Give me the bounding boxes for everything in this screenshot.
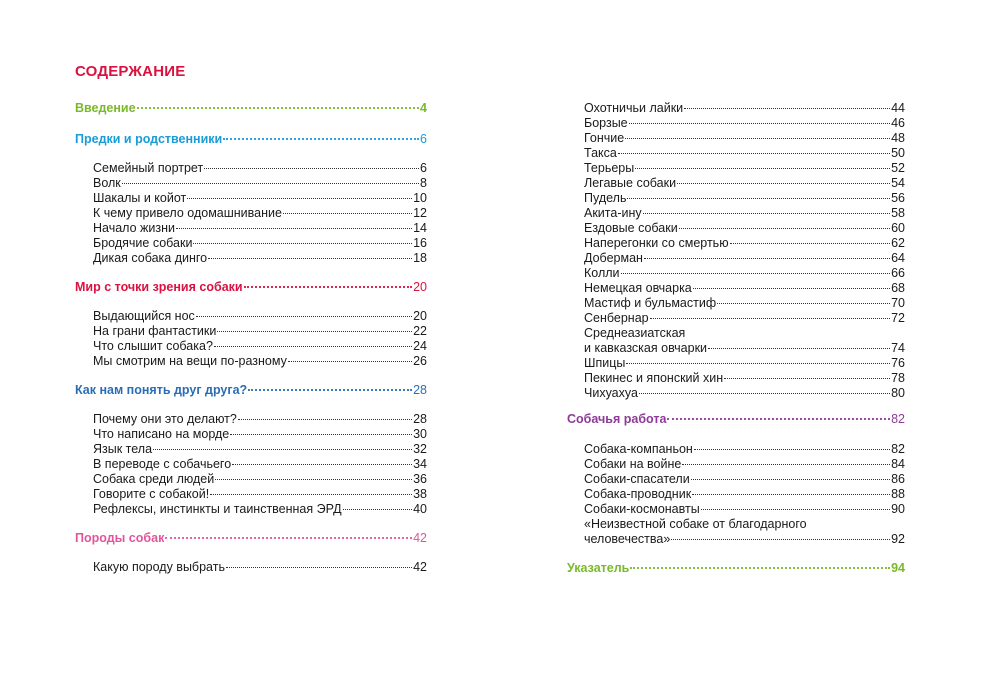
toc-entry[interactable] [584,131,905,146]
toc-section-ancestors[interactable] [75,132,427,147]
leader-dots [288,360,412,362]
section-label: Мир с точки зрения собаки [75,280,243,294]
toc-entry[interactable] [93,236,427,251]
toc-entry[interactable] [584,176,905,191]
section-label: Введение [75,101,136,115]
toc-entry[interactable] [93,309,427,324]
toc-entry-first-line[interactable]: «Неизвестной собаке от благодарного [584,517,807,531]
toc-section-intro[interactable] [75,101,427,116]
section-label: Собачья работа [567,412,667,426]
toc-entry[interactable] [584,281,905,296]
page-number: 36 [413,472,427,486]
entry-label: Пекинес и японский хин [584,371,724,385]
leader-dots [153,448,412,450]
page-number: 92 [891,532,905,546]
toc-section-understand[interactable] [75,383,427,398]
entry-label: Шпицы [584,356,626,370]
leader-dots [677,182,890,184]
toc-entry[interactable] [93,251,427,266]
toc-entry[interactable] [93,191,427,206]
page-title: СОДЕРЖАНИЕ [75,63,186,80]
leader-dots [643,212,890,214]
leader-dots [621,272,891,274]
entry-label: Мастиф и бульмастиф [584,296,717,310]
entry-label: Сенбернар [584,311,649,325]
leader-dots [122,182,419,184]
page-number: 94 [891,561,905,575]
entry-label: Что написано на морде [93,427,230,441]
leader-dots [187,197,412,199]
section-label: Породы собак [75,531,165,545]
page-number: 80 [891,386,905,400]
page-number: 68 [891,281,905,295]
entry-label: Какую породу выбрать [93,560,225,574]
toc-section-work[interactable] [567,412,905,427]
page-number: 66 [891,266,905,280]
page-number: 32 [413,442,427,456]
leader-dots [248,388,412,391]
page-number: 52 [891,161,905,175]
toc-entry[interactable] [93,442,427,457]
entry-label: Охотничьи лайки [584,101,684,115]
leader-dots [626,362,890,364]
page-number: 44 [891,101,905,115]
entry-label: Чихуахуа [584,386,638,400]
page-number: 4 [420,101,427,115]
leader-dots [223,137,419,140]
page-number: 20 [413,309,427,323]
leader-dots [208,257,412,259]
page-number: 60 [891,221,905,235]
leader-dots [682,463,890,465]
toc-entry[interactable] [584,311,905,326]
leader-dots [644,257,890,259]
toc-entry[interactable] [584,532,905,547]
leader-dots [730,242,891,244]
section-label: Предки и родственники [75,132,223,146]
page-number: 62 [891,236,905,250]
leader-dots [692,493,890,495]
leader-dots [204,167,419,169]
entry-label: Рефлексы, инстинкты и таинственная ЭРД [93,502,342,516]
page-number: 58 [891,206,905,220]
toc-section-breeds[interactable] [75,531,427,546]
toc-entry[interactable] [93,560,427,575]
leader-dots [724,377,890,379]
entry-label: Собаки-космонавты [584,502,700,516]
toc-entry-first-line[interactable]: Среднеазиатская [584,326,686,340]
entry-label: Собака среди людей [93,472,215,486]
toc-entry[interactable] [584,502,905,517]
leader-dots [693,287,890,289]
page-number: 84 [891,457,905,471]
leader-dots [214,345,412,347]
toc-entry[interactable] [584,116,905,131]
page-number: 38 [413,487,427,501]
toc-entry[interactable] [584,296,905,311]
leader-dots [708,347,890,349]
leader-dots [684,107,890,109]
toc-entry[interactable] [93,206,427,221]
page-number: 78 [891,371,905,385]
page-number: 30 [413,427,427,441]
leader-dots [667,417,890,420]
entry-label: Акита-ину [584,206,642,220]
entry-label: Собаки на войне [584,457,682,471]
toc-entry[interactable] [93,354,427,369]
toc-entry[interactable] [584,101,905,116]
toc-entry[interactable] [584,457,905,472]
entry-label: Немецкая овчарка [584,281,692,295]
toc-entry[interactable] [584,341,905,356]
entry-label: Наперегонки со смертью [584,236,729,250]
page-number: 90 [891,502,905,516]
entry-label: Терьеры [584,161,635,175]
page-number: 46 [891,116,905,130]
section-label: Как нам понять друг друга? [75,383,248,397]
leader-dots [627,197,890,199]
toc-entry[interactable] [93,472,427,487]
toc-section-dog-view[interactable] [75,280,427,295]
page-number: 64 [891,251,905,265]
page-number: 40 [413,502,427,516]
entry-label: Доберман [584,251,643,265]
leader-dots [232,463,412,465]
entry-label: На грани фантастики [93,324,217,338]
page-number: 18 [413,251,427,265]
leader-dots [701,508,890,510]
toc-entry[interactable] [584,356,905,371]
entry-label: Семейный портрет [93,161,204,175]
entry-label: Пудель [584,191,627,205]
leader-dots [691,478,890,480]
entry-label: Собаки-спасатели [584,472,690,486]
entry-label: Собака-проводник [584,487,692,501]
page-number: 16 [413,236,427,250]
toc-entry[interactable] [93,412,427,427]
toc-entry[interactable] [584,146,905,161]
leader-dots [343,508,413,510]
page-number: 28 [413,412,427,426]
page-number: 42 [413,560,427,574]
section-label: Указатель [567,561,630,575]
leader-dots [226,566,412,568]
page-number: 42 [413,531,427,545]
entry-label: человечества» [584,532,671,546]
entry-label: Мы смотрим на вещи по-разному [93,354,287,368]
page-number: 28 [413,383,427,397]
toc-entry[interactable] [93,161,427,176]
leader-dots [679,227,890,229]
entry-label: Такса [584,146,617,160]
leader-dots [625,137,890,139]
toc-entry[interactable] [584,386,905,401]
page-number: 82 [891,412,905,426]
toc-entry[interactable] [93,457,427,472]
leader-dots [217,330,412,332]
toc-entry[interactable] [93,427,427,442]
entry-label: Говорите с собакой! [93,487,210,501]
leader-dots [176,227,412,229]
page-number: 12 [413,206,427,220]
page-number: 70 [891,296,905,310]
entry-label: Волк [93,176,121,190]
entry-label: Борзые [584,116,628,130]
toc-entry[interactable] [93,221,427,236]
entry-label: Колли [584,266,620,280]
page-number: 88 [891,487,905,501]
page-number: 14 [413,221,427,235]
page-number: 8 [420,176,427,190]
entry-label: Дикая собака динго [93,251,208,265]
entry-label: Что слышит собака? [93,339,213,353]
toc-entry[interactable] [584,206,905,221]
toc-entry[interactable] [93,339,427,354]
toc-entry[interactable] [584,236,905,251]
page-number: 20 [413,280,427,294]
entry-label: Язык тела [93,442,153,456]
page-number: 72 [891,311,905,325]
toc-entry[interactable] [584,487,905,502]
entry-label: Начало жизни [93,221,175,235]
page-number: 48 [891,131,905,145]
entry-label: Выдающийся нос [93,309,195,323]
toc-entry[interactable] [584,472,905,487]
page-number: 82 [891,442,905,456]
entry-label: Собака-компаньон [584,442,693,456]
toc-entry[interactable] [584,442,905,457]
toc-entry[interactable] [584,191,905,206]
leader-dots [630,566,890,569]
leader-dots [283,212,412,214]
entry-label: и кавказская овчарки [584,341,708,355]
leader-dots [694,448,890,450]
page-number: 22 [413,324,427,338]
leader-dots [230,433,412,435]
entry-label: Ездовые собаки [584,221,678,235]
leader-dots [165,536,412,539]
page-number: 6 [420,161,427,175]
page-number: 86 [891,472,905,486]
page-number: 26 [413,354,427,368]
entry-label: Бродячие собаки [93,236,193,250]
page-number: 6 [420,132,427,146]
toc-entry[interactable] [93,176,427,191]
toc-entry[interactable] [584,251,905,266]
entry-label: Легавые собаки [584,176,677,190]
toc-entry[interactable] [584,266,905,281]
leader-dots [629,122,890,124]
entry-label: Шакалы и койот [93,191,187,205]
leader-dots [639,392,890,394]
entry-label: В переводе с собачьего [93,457,232,471]
toc-entry[interactable] [93,487,427,502]
leader-dots [717,302,890,304]
leader-dots [635,167,890,169]
leader-dots [650,317,890,319]
toc-entry[interactable] [93,502,427,517]
leader-dots [671,538,890,540]
leader-dots [210,493,412,495]
toc-entry[interactable] [93,324,427,339]
leader-dots [618,152,890,154]
toc-entry[interactable] [584,161,905,176]
page-number: 56 [891,191,905,205]
toc-entry[interactable] [584,371,905,386]
page-number: 54 [891,176,905,190]
toc-section-index[interactable] [567,561,905,576]
leader-dots [238,418,412,420]
page-number: 34 [413,457,427,471]
page-number: 24 [413,339,427,353]
leader-dots [193,242,412,244]
leader-dots [196,315,412,317]
page-number: 10 [413,191,427,205]
page-number: 74 [891,341,905,355]
entry-label: Почему они это делают? [93,412,237,426]
page-number: 50 [891,146,905,160]
leader-dots [244,285,413,288]
entry-label: Гончие [584,131,625,145]
leader-dots [137,106,419,109]
leader-dots [215,478,412,480]
entry-label: К чему привело одомашнивание [93,206,282,220]
page-number: 76 [891,356,905,370]
toc-entry[interactable] [584,221,905,236]
